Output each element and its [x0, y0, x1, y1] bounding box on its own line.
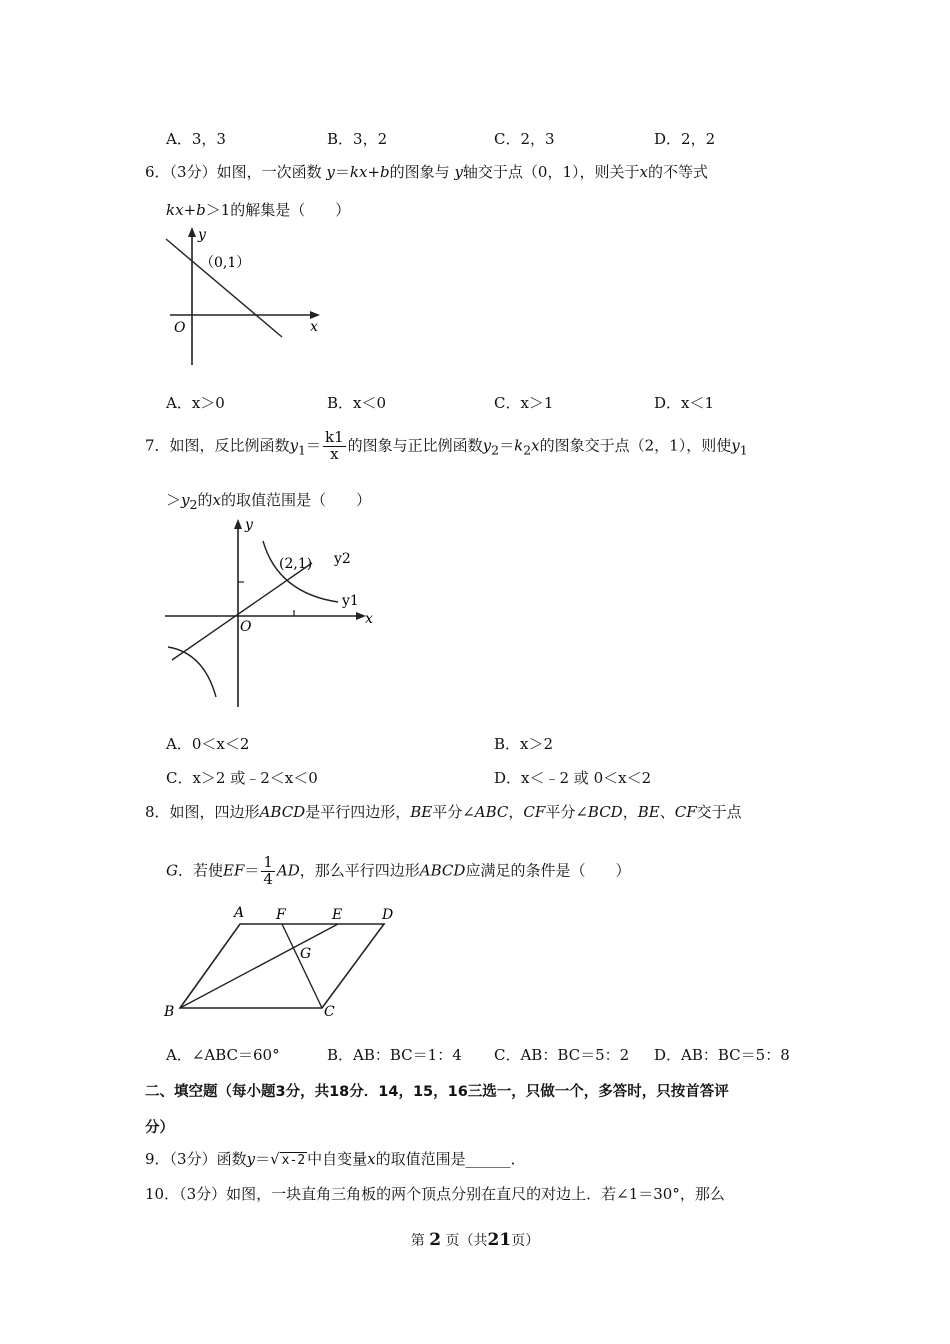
q8-text: 应满足的条件是（ ）: [465, 861, 631, 880]
q8-parallelogram-figure: [160, 900, 400, 1025]
section2-heading-line1: 二、填空题（每小题3分，共18分．14，15，16三选一，只做一个，多答时，只按首答评: [145, 1084, 729, 1100]
q8-label-d: D: [382, 907, 394, 923]
q8-option-d: D．AB：BC＝5：8: [654, 1046, 790, 1064]
q8-option-b: B．AB：BC＝1：4: [327, 1046, 462, 1064]
q6-point-label: （0,1）: [200, 255, 251, 271]
q7-axis-x-label: x: [365, 611, 373, 627]
q6-text: 的解集是（ ）: [230, 201, 351, 219]
q10-stem: [145, 1183, 725, 1204]
q8-label-b: B: [164, 1004, 175, 1020]
q7-y1-label: y1: [342, 593, 359, 609]
q7-origin-label: O: [240, 619, 252, 635]
q6-axis-y-label: y: [198, 227, 206, 243]
q10-number: 10．: [145, 1185, 180, 1203]
q8-label-f: F: [276, 907, 286, 923]
q8-text: ，: [622, 803, 638, 821]
q7-fraction: $\frac{k1}{x}$: [325, 428, 344, 463]
q8-text: 是平行四边形，: [305, 803, 411, 821]
q7-stem-line2: $>y_2$的x的取值范围是（ ）: [166, 491, 371, 512]
q6-text: 的不等式: [647, 163, 708, 181]
q6-stem-line1: 6．（3分）如图，一次函数 y＝kx+b的图象与 y轴交于点（0，1），则关于x的不等式: [145, 163, 708, 181]
q8-fraction: $\frac{1}{4}$: [263, 853, 273, 888]
q6-graph: [160, 225, 330, 370]
q8-text: 、: [659, 803, 675, 821]
q6-option-a: A．x＞0: [166, 394, 225, 412]
q7-option-a: A．0＜x＜2: [166, 735, 250, 753]
q5-option-a: A．3，3: [166, 130, 226, 148]
q8-stem-line1: 8．如图，四边形ABCD是平行四边形，BE平分∠ABC，CF平分∠BCD，BE、CF交于点: [145, 803, 742, 821]
q9-text: 中自变量: [307, 1150, 368, 1168]
q8-text: 如图，四边形: [169, 803, 260, 821]
q7-point-label: (2,1): [279, 556, 313, 572]
q7-text: 的取值范围是（ ）: [220, 491, 371, 509]
q9-text: 函数: [216, 1150, 247, 1168]
q7-stem-line1: 7．如图，反比例函数$y_1=$ $\frac{k1}{x}$ 的图象与正比例函数$y_2=k_2x$的图象交于点（2，1），则使$y_1$: [145, 428, 748, 463]
q7-number: 7．: [145, 436, 170, 455]
q5-option-c: C．2，3: [494, 130, 555, 148]
q8-text: 平分∠: [545, 803, 588, 821]
q6-text: 轴交于点（0，1），则关于: [462, 163, 640, 181]
q6-option-b: B．x＜0: [327, 394, 387, 412]
q6-option-c: C．x＞1: [494, 394, 554, 412]
q6-origin-label: O: [174, 320, 186, 336]
q8-text: 交于点: [696, 803, 742, 821]
q7-axis-y-label: y: [245, 517, 253, 533]
q9-score: （3分）: [169, 1150, 217, 1168]
q6-inequality: kx: [166, 201, 184, 219]
q9-text: 的取值范围是: [375, 1150, 466, 1168]
q7-text: 如图，反比例函数: [169, 436, 290, 455]
q8-option-a: A．∠ABC＝60°: [166, 1046, 280, 1064]
q10-text: 如图，一块直角三角板的两个顶点分别在直尺的对边上．若∠1＝30°，那么: [226, 1185, 725, 1203]
q6-formula: y: [326, 163, 335, 181]
q7-option-d: D．x＜﹣2 或 0＜x＜2: [494, 769, 652, 787]
q9-stem: 9．（3分）函数y＝√ x-2 中自变量x的取值范围是______．: [145, 1150, 526, 1168]
q7-y2-label: y2: [334, 551, 351, 567]
q6-text: 如图，一次函数: [216, 163, 322, 181]
q9-number: 9．: [145, 1150, 170, 1168]
q7-text: 的图象与正比例函数: [347, 436, 483, 455]
q9-answer-blank: ______．: [465, 1150, 526, 1168]
q8-label-a: A: [234, 905, 245, 921]
q9-sqrt: √ x-2: [270, 1150, 306, 1168]
q8-option-c: C．AB：BC＝5：2: [494, 1046, 630, 1064]
page-total: 21: [487, 1230, 512, 1250]
q8-text: ．若使: [177, 861, 223, 880]
q8-stem-line2: G．若使EF＝ $\frac{1}{4}$ AD，那么平行四边形ABCD应满足的条件是（ ）: [166, 853, 631, 888]
q8-number: 8．: [145, 803, 170, 821]
page-footer: 第 2 页（共21页）: [410, 1230, 540, 1250]
q7-option-b: B．x＞2: [494, 735, 554, 753]
page-number: 2: [429, 1230, 442, 1250]
q5-option-b: B．3，2: [327, 130, 388, 148]
q6-text: 的图象与: [389, 163, 450, 181]
q8-text: 平分∠: [432, 803, 475, 821]
q7-graph: [160, 515, 385, 710]
q6-option-d: D．x＜1: [654, 394, 715, 412]
q6-axis-x-label: x: [310, 319, 318, 335]
q8-label-g: G: [300, 946, 312, 962]
q10-score: （3分）: [179, 1185, 227, 1203]
q8-label-c: C: [324, 1004, 335, 1020]
q7-option-c: C．x＞2 或﹣2＜x＜0: [166, 769, 318, 787]
q5-option-d: D．2，2: [654, 130, 716, 148]
q7-text: 的: [197, 491, 213, 509]
q6-number: 6．: [145, 163, 170, 181]
q8-text: ，: [508, 803, 524, 821]
section2-heading-line2: 分）: [145, 1120, 174, 1136]
q6-score: （3分）: [169, 163, 217, 181]
q8-label-e: E: [332, 907, 343, 923]
q6-stem-line2: kx+b＞1的解集是（ ）: [166, 201, 351, 219]
q8-text: ＝: [244, 861, 260, 880]
q7-text: 的图象交于点（2，1），则使: [539, 436, 732, 455]
q8-text: ，那么平行四边形: [299, 861, 420, 880]
